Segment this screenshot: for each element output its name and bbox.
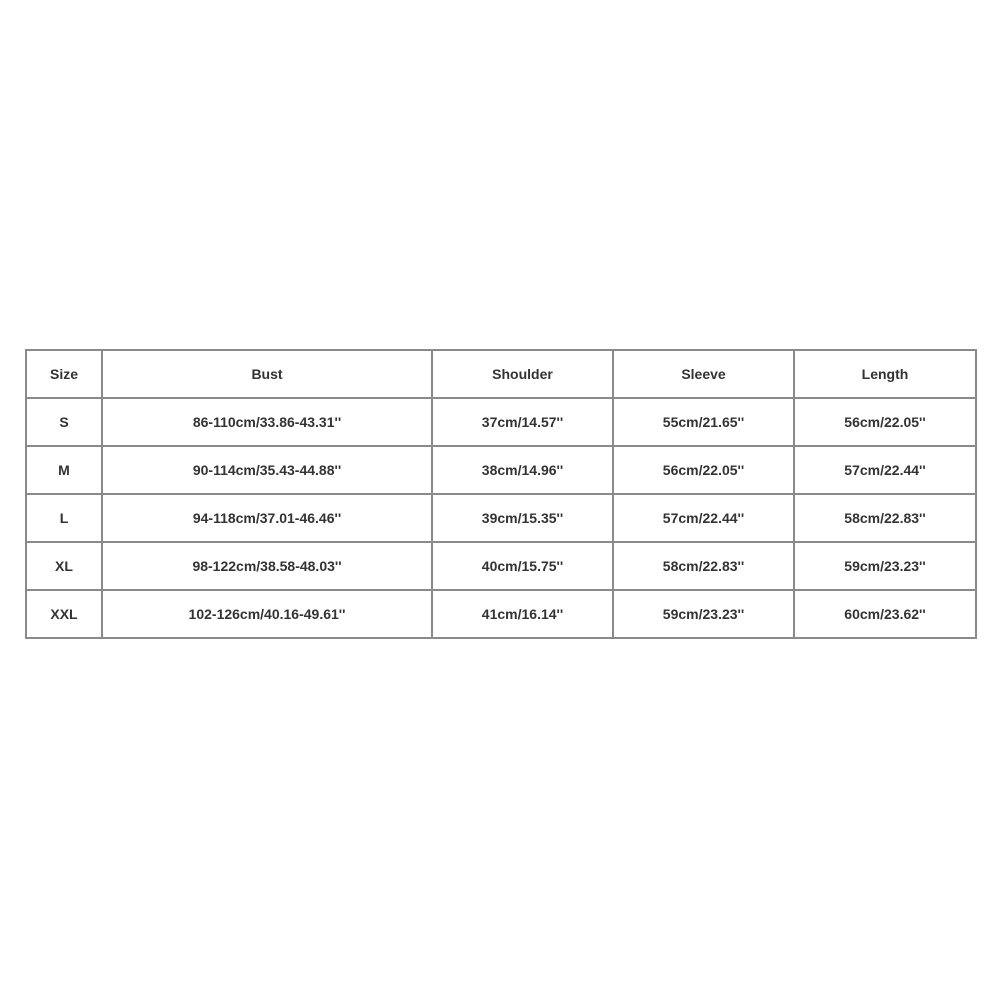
table-row [26,446,976,494]
cell-size: M [26,446,102,494]
cell-size: XL [26,542,102,590]
cell-bust: 90-114cm/35.43-44.88'' [102,446,432,494]
cell-size: S [26,398,102,446]
table-row [26,494,976,542]
cell-shoulder: 37cm/14.57'' [432,398,613,446]
cell-shoulder: 41cm/16.14'' [432,590,613,638]
size-chart-table [25,349,977,639]
cell-shoulder: 40cm/15.75'' [432,542,613,590]
header-size: Size [26,350,102,398]
cell-length: 58cm/22.83'' [794,494,976,542]
cell-bust: 86-110cm/33.86-43.31'' [102,398,432,446]
header-shoulder: Shoulder [432,350,613,398]
table-row [26,542,976,590]
cell-bust: 102-126cm/40.16-49.61'' [102,590,432,638]
header-length: Length [794,350,976,398]
cell-length: 57cm/22.44'' [794,446,976,494]
cell-sleeve: 56cm/22.05'' [613,446,794,494]
cell-size: XXL [26,590,102,638]
cell-size: L [26,494,102,542]
table-row [26,590,976,638]
cell-length: 60cm/23.62'' [794,590,976,638]
cell-bust: 98-122cm/38.58-48.03'' [102,542,432,590]
cell-shoulder: 39cm/15.35'' [432,494,613,542]
cell-shoulder: 38cm/14.96'' [432,446,613,494]
table-row [26,398,976,446]
cell-sleeve: 57cm/22.44'' [613,494,794,542]
cell-sleeve: 59cm/23.23'' [613,590,794,638]
cell-length: 59cm/23.23'' [794,542,976,590]
table-header-row [26,350,976,398]
header-bust: Bust [102,350,432,398]
cell-sleeve: 55cm/21.65'' [613,398,794,446]
cell-length: 56cm/22.05'' [794,398,976,446]
cell-sleeve: 58cm/22.83'' [613,542,794,590]
header-sleeve: Sleeve [613,350,794,398]
cell-bust: 94-118cm/37.01-46.46'' [102,494,432,542]
